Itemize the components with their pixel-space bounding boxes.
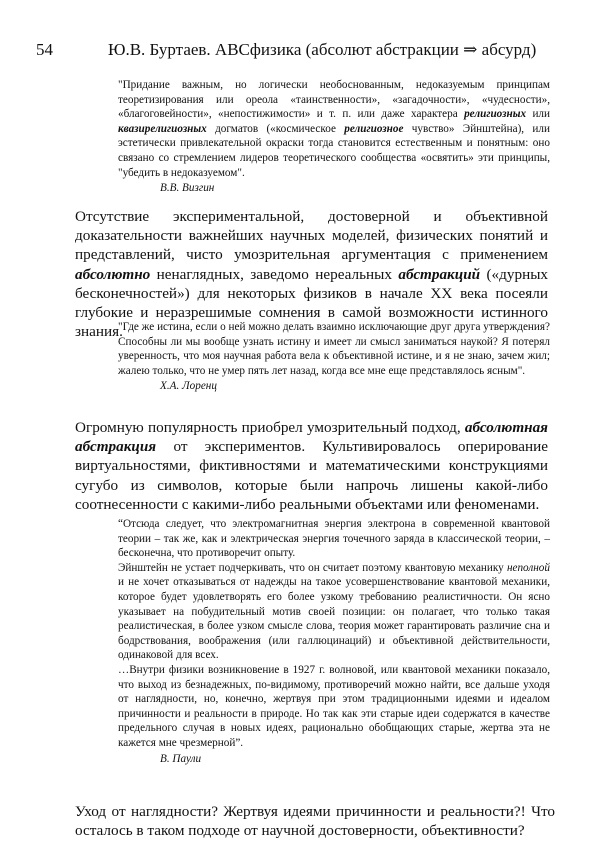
running-title: Ю.В. Буртаев. АВСфизика (абсолют абстракции ⇒ абсурд) <box>108 40 537 59</box>
quote-text: "Где же истина, если о ней можно делать взаимно исключающие друг друга утверждения? Способны ли мы вообще узнать истину и имеет ли смысл заниматься наукой? Я потерял уверенность, что моя научная работа вела к объективной истине, и я не знаю, зачем жил; жалею только, что не умер пять лет назад, когда все мне еще представлялось ясным". <box>118 321 550 377</box>
paragraph-1: Отсутствие экспериментальной, достоверной и объективной доказательности важнейших научных моделей, физических понятий и представлений, чисто умозрительная аргументация с применением абсолютно ненаглядных, заведомо нереальных абстракций («дурных бесконечностей») для некоторых физиков в начале XX века посеяли глубокие и неразрешимые сомнения в самой возможности истинного знания. <box>75 208 548 341</box>
quote-author: В.В. Визгин <box>160 182 215 195</box>
quote-paragraph: Эйнштейн не устает подчеркивать, что он считает поэтому квантовую механику неполной и не хочет отказываться от надежды на такое усовершенствование квантовой механики, которое будет удовлетворять его более узкому требованию реалистичности. Он ясно указывает на побудительный мотив своей позиции: он полагает, что только такая реалистическая, в более узком смысле слова, теория может гарантировать различие сна и бодрствования, воображения (или галлюцинаций) и объективной действительности, одинаковой для всех. <box>118 561 550 662</box>
quote-text: "Придание важным, но логически необоснованным, недоказуемым принципам теоретизирования или ореола «таинственности», «загадочности», «чудесности», «благоговейности», «непостижимости» и т. п. или даже характера религиозных или квазирелигиозных догматов («космическое религиозное чувство» Эйнштейна), или эстетически привлекательной окраски тогда становится естественным и понятным: оно связано со стремлением лидеров теоретического сообщества «освятить» эти принципы, "убедить в недоказуемом". <box>118 79 550 179</box>
paragraph-2: Огромную популярность приобрел умозрительный подход, абсолютная абстракция от экспериментов. Культивировалось оперирование виртуальностями, фиктивностями и математическими конструкциями сугубо из символов, которые были напрочь лишены какой-либо соотнесенности с какими-либо реальными объектами или феноменами. <box>75 419 548 513</box>
quote-pauli <box>118 517 550 766</box>
quote-vizgin <box>118 78 550 196</box>
paragraph-3: Уход от наглядности? Жертвуя идеями причинности и реальности?! Что осталось в таком подходе от научной достоверности, объективности? <box>75 803 555 840</box>
page-number: 54 <box>36 40 53 59</box>
quote-paragraph: “Отсюда следует, что электромагнитная энергия электрона в современной квантовой теории – так же, как и электрическая энергия точечного заряда в классической теории, – бесконечна, что противоречит опыту. <box>118 518 550 560</box>
quote-paragraph: …Внутри физики возникновение в 1927 г. волновой, или квантовой механики показало, что выход из безнадежных, по-видимому, противоречий можно найти, все дальше уходя от наглядности, но, конечно, жертвуя при этом традиционными идеями и идеалом причинности и реальности в природе. Но так как эти старые идеи содержатся в качестве предельного случая в новых идеях, рационально обобщающих старые, жертва эта не кажется мне чрезмерной”. <box>118 663 550 749</box>
quote-author: В. Паули <box>160 752 202 765</box>
quote-author: Х.А. Лоренц <box>160 380 217 393</box>
quote-lorentz <box>118 320 550 394</box>
